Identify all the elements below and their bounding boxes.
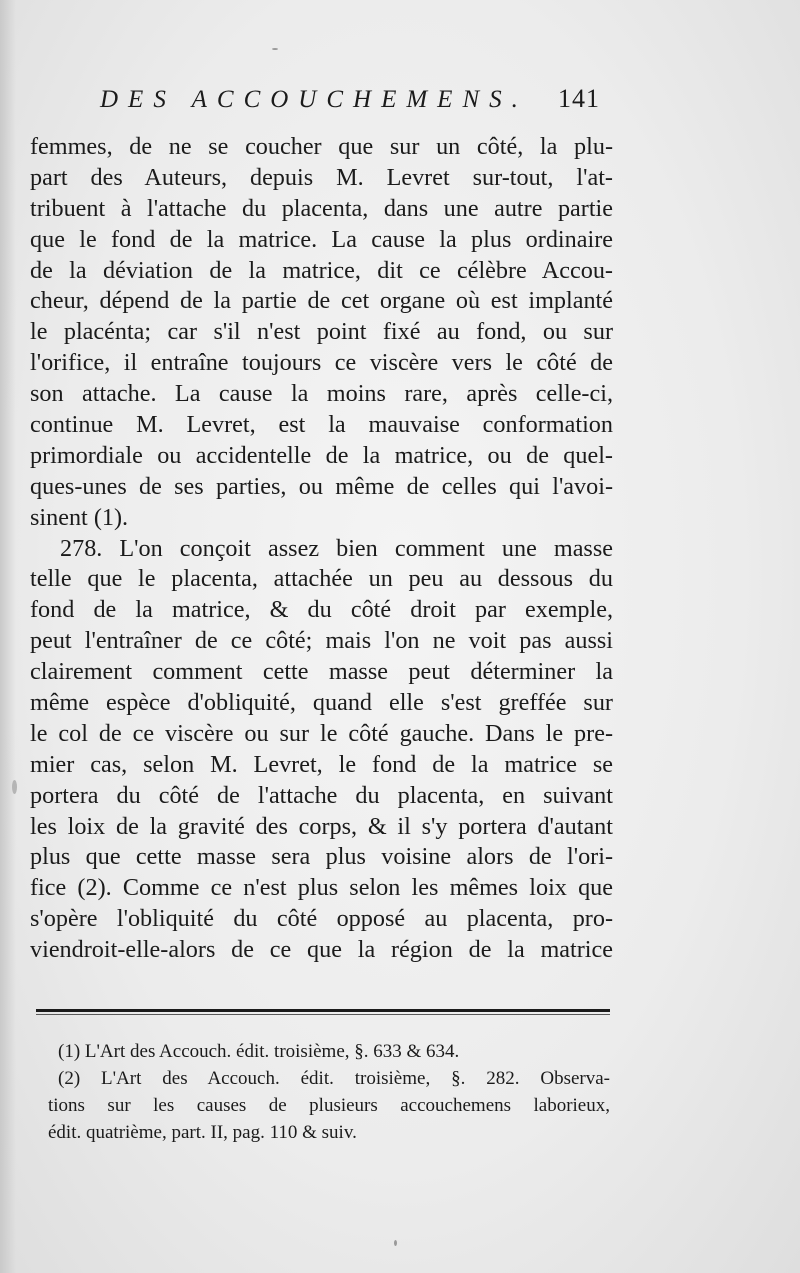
running-head: [100, 86, 600, 122]
text-line: continue M. Levret, est la mauvaise conformation: [30, 411, 613, 439]
paragraph-start-line: 278. L'on conçoit assez bien comment une masse: [60, 534, 613, 562]
text-line: femmes, de ne se coucher que sur un côté, la plu-: [30, 133, 613, 160]
text-line: fice (2). Comme ce n'est plus selon les mêmes loix que: [30, 874, 613, 902]
footnote-1: (1) L'Art des Accouch. édit. troisième, §. 633 & 634.: [58, 1041, 460, 1062]
text-line: fond de la matrice, & du côté droit par exemple,: [30, 596, 613, 624]
text-line: même espèce d'obliquité, quand elle s'est greffée sur: [30, 689, 613, 717]
text-line: ques-unes de ses parties, ou même de celles qui l'avoi-: [30, 472, 613, 500]
text-line: primordiale ou accidentelle de la matrice, ou de quel-: [30, 441, 613, 469]
paper-speck: [12, 780, 17, 794]
text-line: portera du côté de l'attache du placenta, en suivant: [30, 781, 613, 809]
text-line: le placénta; car s'il n'est point fixé au fond, ou sur: [30, 318, 613, 346]
page-number: 141: [558, 84, 600, 113]
text-line: clairement comment cette masse peut déterminer la: [30, 658, 613, 686]
paper-speck: [394, 1240, 397, 1246]
paper-speck: [272, 48, 278, 50]
text-line: l'orifice, il entraîne toujours ce viscère vers le côté de: [30, 349, 613, 377]
text-line: s'opère l'obliquité du côté opposé au placenta, pro-: [30, 905, 613, 933]
text-line: de la déviation de la matrice, dit ce célèbre Accou-: [30, 256, 613, 284]
footnote-2-continued: tions sur les causes de plusieurs accouchemens laborieux,: [48, 1095, 610, 1116]
text-line: sinent (1).: [30, 503, 129, 531]
text-line: le col de ce viscère ou sur le côté gauche. Dans le pre-: [30, 719, 613, 747]
text-line: les loix de la gravité des corps, & il s'y portera d'autant: [30, 812, 613, 840]
text-line: plus que cette masse sera plus voisine alors de l'ori-: [30, 843, 613, 871]
running-title: DES ACCOUCHEMENS.: [100, 86, 528, 113]
text-line: telle que le placenta, attachée un peu au dessous du: [30, 565, 613, 593]
text-line: viendroit-elle-alors de ce que la région de la matrice: [30, 936, 613, 964]
text-line: tribuent à l'attache du placenta, dans une autre partie: [30, 194, 613, 222]
text-line: mier cas, selon M. Levret, le fond de la matrice se: [30, 750, 613, 778]
body-text: [30, 132, 613, 966]
text-line: que le fond de la matrice. La cause la plus ordinaire: [30, 225, 613, 253]
text-line: part des Auteurs, depuis M. Levret sur-tout, l'at-: [30, 163, 613, 191]
text-line: peut l'entraîner de ce côté; mais l'on ne voit pas aussi: [30, 627, 613, 655]
footnote-rule: [36, 1009, 610, 1012]
text-line: son attache. La cause la moins rare, après celle-ci,: [30, 380, 613, 408]
footnotes: [48, 1038, 610, 1146]
page-edge-shadow: [0, 0, 16, 1273]
text-line: cheur, dépend de la partie de cet organe où est implanté: [30, 287, 613, 315]
footnote-2-continued: édit. quatrième, part. II, pag. 110 & suiv.: [48, 1122, 357, 1143]
footnote-rule-thin: [36, 1014, 610, 1015]
footnote-2: (2) L'Art des Accouch. édit. troisième, §. 282. Observa-: [58, 1068, 610, 1089]
